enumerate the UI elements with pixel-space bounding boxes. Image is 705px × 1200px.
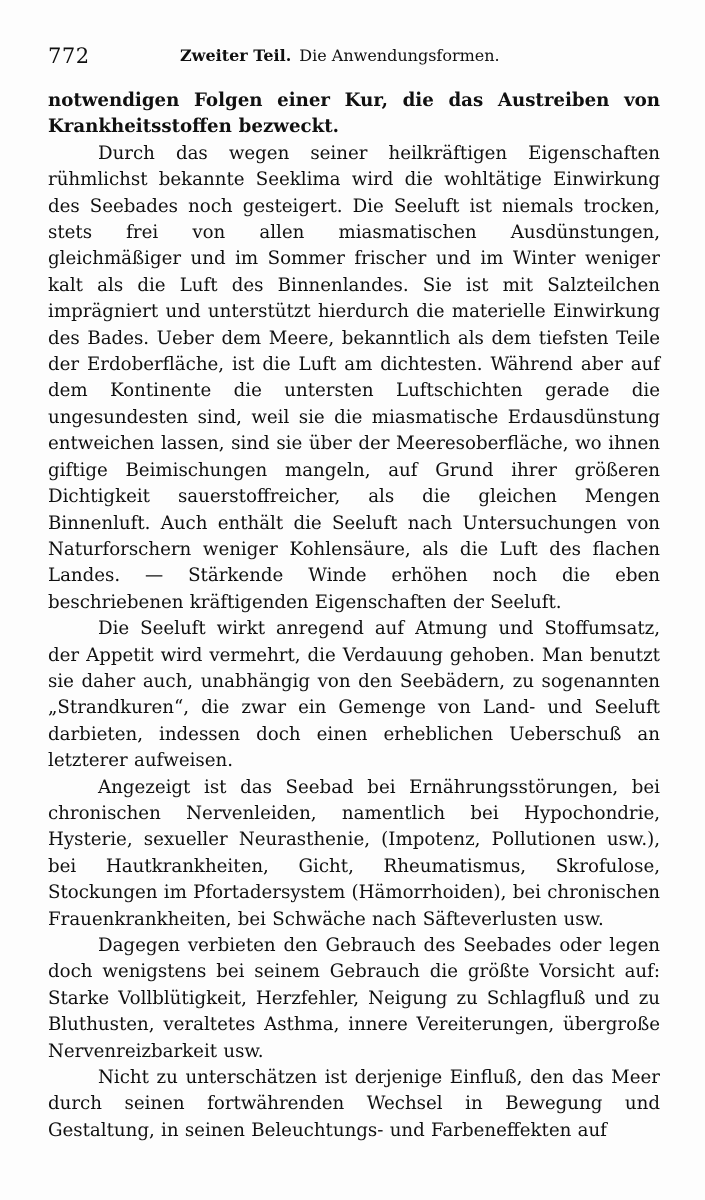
section-title: Die Anwendungsformen. (299, 46, 500, 65)
paragraph-kontraindikationen: Dagegen verbieten den Gebrauch des Seebades oder legen doch wenigstens bei seinem Gebrauch die größte Vorsicht auf: Starke Vollblütigkeit, Herzfehler, Neigung zu Schlagfluß und zu Bluthusten, veraltetes Asthma, innere Vereiterungen, übergroße Nervenreizbarkeit usw. (48, 935, 660, 1062)
page-number: 772 (48, 44, 90, 68)
part-title: Zweiter Teil. (180, 46, 292, 65)
body-text (48, 88, 660, 1144)
paragraph-seeklima: Durch das wegen seiner heilkräftigen Eigenschaften rühmlichst bekannte Seeklima wird die wohltätige Einwirkung des Seebades noch gesteigert. Die Seeluft ist niemals trocken, stets frei von allen miasmatischen Ausdünstungen, gleichmäßiger und im Sommer frischer und im Winter weniger kalt als die Luft des Binnenlandes. Sie ist mit Salzteilchen imprägniert und unterstützt hierdurch die materielle Einwirkung des Bades. Ueber dem Meere, bekanntlich als dem tiefsten Teile der Erdoberfläche, ist die Luft am dichtesten. Während aber auf dem Kontinente die untersten Luftschichten gerade die ungesundesten sind, weil sie die miasmatische Erdausdünstung entweichen lassen, sind sie über der Meeresoberfläche, wo ihnen giftige Beimischungen mangeln, auf Grund ihrer größeren Dichtigkeit sauerstoffreicher, als die gleichen Mengen Binnenluft. Auch enthält die Seeluft nach Untersuchungen von Naturforschern weniger Kohlensäure, als die Luft des flachen Landes. — Stärkende Winde erhöhen noch die eben beschriebenen kräftigenden Eigenschaften der Seeluft. (48, 142, 660, 613)
paragraph-indikationen: Angezeigt ist das Seebad bei Ernährungsstörungen, bei chronischen Nervenleiden, namentlich bei Hypochondrie, Hysterie, sexueller Neurasthenie, (Impotenz, Pollutionen usw.), bei Hautkrankheiten, Gicht, Rheumatismus, Skrofulose, Stockungen im Pfortadersystem (Hämorrhoiden), bei chronischen Frauenkrankheiten, bei Schwäche nach Säfteverlusten usw. (48, 776, 660, 930)
paragraph-continuation: notwendigen Folgen einer Kur, die das Austreiben von Krankheitsstoffen bezweckt. (48, 90, 660, 138)
page-header (48, 42, 660, 76)
paragraph-einfluss-meer: Nicht zu unterschätzen ist derjenige Einfluß, den das Meer durch seinen fortwährenden Wechsel in Bewegung und Gestaltung, in seinen Beleuchtungs- und Farbeneffekten auf (48, 1067, 660, 1141)
running-head (180, 46, 500, 65)
paragraph-seeluft-wirkung: Die Seeluft wirkt anregend auf Atmung und Stoffumsatz, der Appetit wird vermehrt, die Verdauung gehoben. Man benutzt sie daher auch, unabhängig von den Seebädern, zu sogenannten „Strandkuren“, die zwar ein Gemenge von Land- und Seeluft darbieten, indessen doch einen erheblichen Ueberschuß an letzterer aufweisen. (48, 618, 660, 772)
